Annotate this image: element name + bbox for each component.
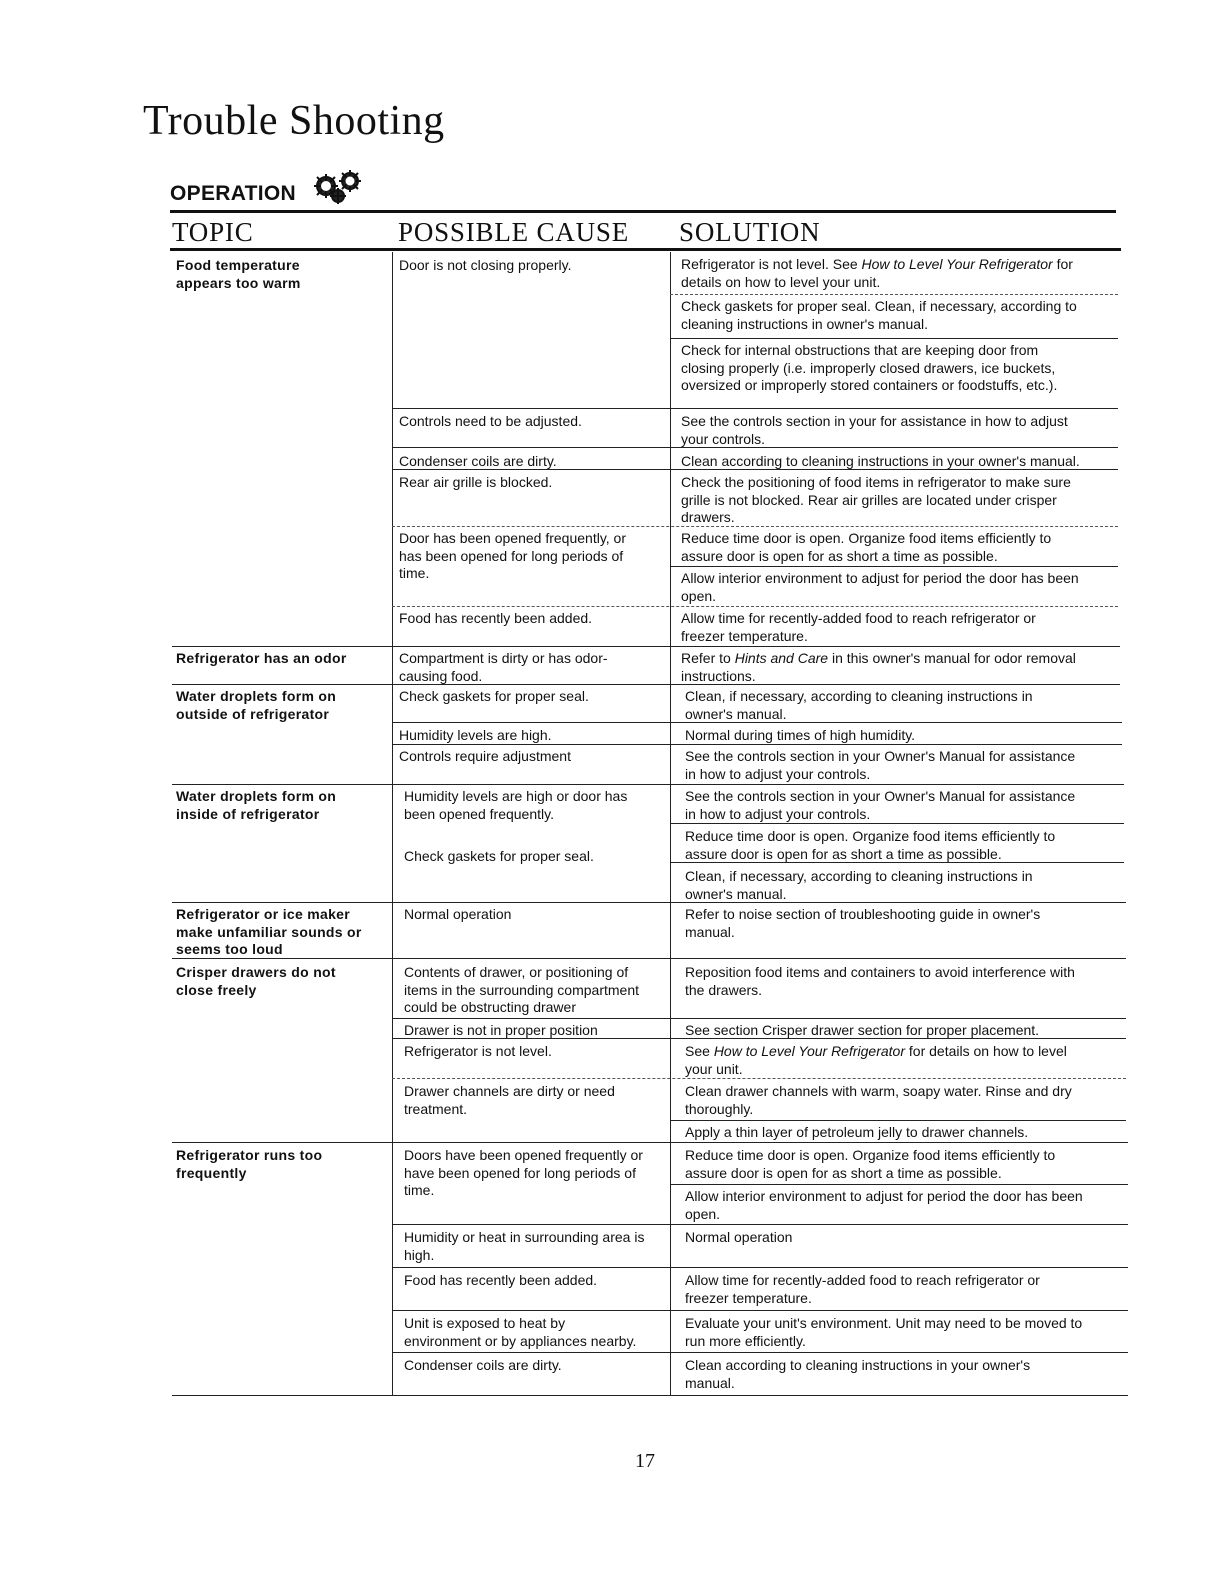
cause-cell: Doors have been opened frequently or have been opened for long periods of time. [404,1147,643,1198]
solution-cell [681,413,1126,448]
solution-text: Normal during times of high humidity. [685,727,916,743]
solution-cell [681,610,1126,645]
row-rule [392,1018,1126,1019]
column-header-possible-cause: POSSIBLE CAUSE [398,217,629,247]
cause-cell: Door is not closing properly. [399,257,572,273]
solution-cell [685,1229,1130,1247]
topic-cell: Food temperature appears too warm [176,257,301,291]
solution-text: See the controls section in your for assistance in how to adjust your controls. [681,413,1068,447]
solution-cell [681,474,1126,527]
solution-cell [685,688,1130,723]
cause-cell: Controls require adjustment [399,748,571,764]
solution-text: Allow time for recently-added food to reach refrigerator or freezer temperature. [685,1272,1040,1306]
solution-cell [685,868,1130,903]
cause-cell: Food has recently been added. [404,1272,598,1288]
manual-reference: How to Level Your Refrigerator [861,256,1053,272]
cause-cell: Normal operation [404,906,512,922]
solution-text: for details on how to level your unit. [681,256,1073,290]
solution-text: Clean, if necessary, according to cleaning instructions in owner's manual. [685,688,1033,722]
row-rule [392,469,1118,470]
solution-text: Reduce time door is open. Organize food items efficiently to assure door is open for as short a time as possible. [685,1147,1056,1181]
row-rule [392,1038,1126,1039]
cause-cell: Controls need to be adjusted. [399,413,582,429]
solution-cell [685,748,1130,783]
solution-text: Clean drawer channels with warm, soapy water. Rinse and dry thoroughly. [685,1083,1072,1117]
topic-cell: Crisper drawers do not close freely [176,964,336,998]
solution-cell [681,570,1126,605]
cause-cell: Check gaskets for proper seal. [404,848,594,864]
row-rule [392,1078,1126,1079]
cause-cell: Humidity or heat in surrounding area is high. [404,1229,645,1263]
solution-cell [681,650,1126,685]
row-rule [670,294,1118,295]
solution-text: Refer to [681,650,735,666]
row-rule [670,338,1118,339]
topic-cell: Water droplets form on inside of refrigerator [176,788,337,822]
cause-cell: Rear air grille is blocked. [399,474,553,490]
row-rule [172,958,1126,959]
cause-cell: Drawer channels are dirty or need treatment. [404,1083,615,1117]
cause-cell: Food has recently been added. [399,610,593,626]
section-label: OPERATION [170,182,296,205]
solution-cell [685,1315,1130,1350]
solution-cell [681,298,1126,333]
topic-cell: Refrigerator runs too frequently [176,1147,323,1181]
row-rule [392,1310,1128,1311]
solution-text: Evaluate your unit's environment. Unit may need to be moved to run more efficiently. [685,1315,1083,1349]
solution-text: Allow interior environment to adjust for period the door has been open. [685,1188,1083,1222]
cause-cell: Door has been opened frequently, or has been opened for long periods of time. [399,530,627,581]
row-rule [670,823,1124,824]
column-header-topic: TOPIC [172,217,254,247]
topic-cell: Refrigerator or ice maker make unfamiliar sounds or seems too loud [176,906,362,957]
solution-cell [685,906,1130,941]
solution-text: Clean according to cleaning instructions in your owner's manual. [685,1357,1031,1391]
row-rule [670,566,1118,567]
solution-cell [681,530,1126,565]
manual-reference: How to Level Your Refrigerator [713,1043,905,1059]
solution-text: See the controls section in your Owner's Manual for assistance in how to adjust your controls. [685,748,1076,782]
solution-text: Allow time for recently-added food to reach refrigerator or freezer temperature. [681,610,1036,644]
row-rule [392,606,1118,607]
row-rule [172,784,1124,785]
solution-cell [685,1272,1130,1307]
solution-cell [685,1043,1130,1078]
solution-text: Apply a thin layer of petroleum jelly to drawer channels. [685,1124,1029,1140]
solution-cell [685,1022,1130,1040]
solution-cell [685,1357,1130,1392]
solution-cell [685,1083,1130,1118]
solution-text: Allow interior environment to adjust for period the door has been open. [681,570,1079,604]
row-rule [172,902,1126,903]
solution-cell [685,1188,1130,1223]
solution-text: Clean, if necessary, according to cleaning instructions in owner's manual. [685,868,1033,902]
solution-cell [685,1147,1130,1182]
solution-cell [685,828,1130,863]
topic-cell: Refrigerator has an odor [176,650,347,666]
topic-cell: Water droplets form on outside of refrigerator [176,688,337,722]
cause-cell: Compartment is dirty or has odor- causing food. [399,650,608,684]
solution-cell [681,453,1126,471]
column-header-solution: SOLUTION [679,217,821,247]
solution-cell [685,788,1130,823]
solution-cell [685,1124,1130,1142]
solution-text: Refrigerator is not level. See [681,256,862,272]
page-title: Trouble Shooting [143,98,445,144]
row-rule [392,447,1118,448]
cause-cell: Contents of drawer, or positioning of items in the surrounding compartment could be obstructing drawer [404,964,639,1015]
cause-cell: Unit is exposed to heat by environment or by appliances nearby. [404,1315,637,1349]
solution-text: See the controls section in your Owner's Manual for assistance in how to adjust your controls. [685,788,1076,822]
cause-cell: Drawer is not in proper position [404,1022,598,1038]
row-rule [392,408,1118,409]
cause-cell: Humidity levels are high or door has been opened frequently. [404,788,628,822]
row-rule [670,1120,1126,1121]
solution-text: Refer to noise section of troubleshooting guide in owner's manual. [685,906,1041,940]
row-rule [670,1184,1128,1185]
cause-cell: Condenser coils are dirty. [399,453,557,469]
row-rule [172,1395,1128,1396]
row-rule [172,1142,1128,1143]
solution-text: See [685,1043,714,1059]
solution-cell [681,256,1126,291]
page-number: 17 [635,1450,655,1472]
solution-text: See section Crisper drawer section for proper placement. [685,1022,1040,1038]
row-rule [172,646,1120,647]
solution-text: Check gaskets for proper seal. Clean, if necessary, according to cleaning instructions in owner's manual. [681,298,1077,332]
row-rule [392,1267,1128,1268]
manual-reference: Hints and Care [734,650,829,666]
cause-cell: Refrigerator is not level. [404,1043,552,1059]
row-rule [392,722,1122,723]
solution-cell [685,727,1130,745]
row-rule [172,684,1120,685]
solution-cell [681,342,1126,395]
solution-text: Check for internal obstructions that are keeping door from closing properly (i.e. improperly closed drawers, ice buckets, oversized or improperly stored containers or foodstuffs, etc.). [681,342,1058,393]
solution-text: in this owner's manual for odor removal instructions. [681,650,1076,684]
cause-cell: Condenser coils are dirty. [404,1357,562,1373]
solution-cell [685,964,1130,999]
row-rule [392,744,1122,745]
solution-text: Normal operation [685,1229,793,1245]
row-rule [392,1352,1128,1353]
solution-text: for details on how to level your unit. [685,1043,1067,1077]
row-rule [670,862,1124,863]
solution-text: Clean according to cleaning instructions in your owner's manual. [681,453,1080,469]
row-rule [392,526,1118,527]
solution-text: Check the positioning of food items in refrigerator to make sure grille is not blocked. Rear air grilles are located under crisper drawers. [681,474,1071,525]
solution-text: Reposition food items and containers to avoid interference with the drawers. [685,964,1075,998]
cause-cell: Check gaskets for proper seal. [399,688,589,704]
solution-text: Reduce time door is open. Organize food items efficiently to assure door is open for as short a time as possible. [685,828,1056,862]
row-rule [392,1224,1128,1225]
solution-text: Reduce time door is open. Organize food items efficiently to assure door is open for as short a time as possible. [681,530,1052,564]
cause-cell: Humidity levels are high. [399,727,552,743]
